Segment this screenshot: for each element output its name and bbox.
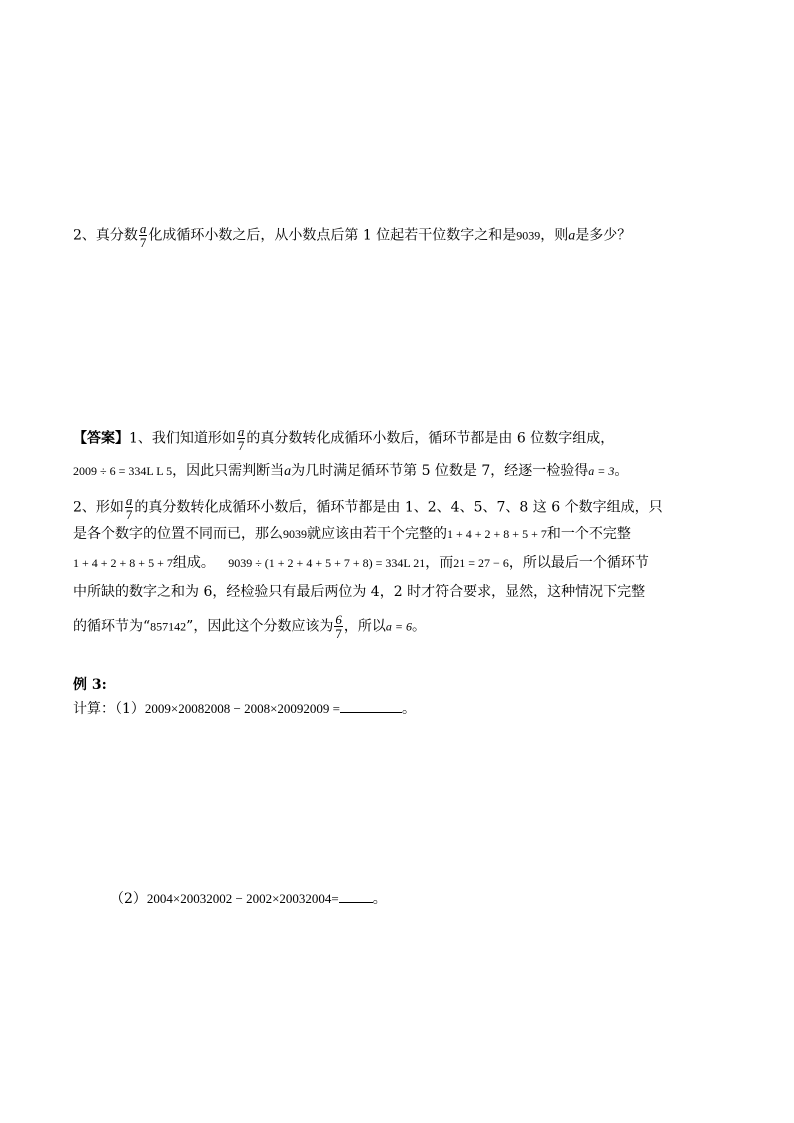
division-formula: 2009 ÷ 6 = 334L L 5 — [73, 464, 173, 478]
answer-line-5: 1 + 4 + 2 + 8 + 5 + 7组成。 9039 ÷ (1 + 2 + 4 + 5 + 7 + 8) = 334L 21，而21 = 27 − 6，所以最后一个循环节 — [73, 555, 649, 571]
example-part-1: 计算：（1）2009×20082008 − 2008×20092009 = 。 — [73, 698, 416, 719]
question-2: 2、真分数 $\frac{a}{7}$ 化成循环小数之后，从小数点后第 1 位起若干位数字之和是9039，则a是多少？ — [73, 221, 632, 250]
answer-line-1: 【答案】1、我们知道形如 $\frac{a}{7}$ 的真分数转化成循环小数后，循环节都是由 6 位数字组成， — [73, 424, 615, 453]
q2-text-1: 2、真分数 — [73, 227, 138, 244]
answer-line-4: 是各个数字的位置不同而已，那么9039就应该由若干个完整的1 + 4 + 2 + 8 + 5 + 7和一个不完整 — [73, 526, 631, 542]
answer-fraction-1: $\frac{a}{7}$ — [237, 424, 245, 453]
q2-fraction: $\frac{a}{7}$ — [139, 221, 147, 250]
answer-blank-2 — [339, 888, 373, 903]
answer-line-3: 2、形如 $\frac{a}{7}$ 的真分数转化成循环小数后，循环节都是由 1、2、4、5、7、8 这 6 个数字组成，只 — [73, 493, 663, 522]
answer-line-7: 的循环节为“857142”，因此这个分数应该为 $\frac{6}{7}$ ，所以a = 6。 — [73, 612, 426, 641]
answer-fraction-2: $\frac{a}{7}$ — [125, 493, 133, 522]
example-title: 例 3: — [73, 677, 107, 693]
answer-blank-1 — [340, 698, 402, 713]
answer-label: 【答案】 — [73, 430, 129, 447]
answer-fraction-3: $\frac{6}{7}$ — [335, 612, 342, 641]
example-part-2: （2）2004×20032002 − 2002×20032004= 。 — [110, 888, 387, 909]
answer-line-6: 中所缺的数字之和为 6，经检验只有最后两位为 4，2 时才符合要求，显然，这种情况下完整 — [73, 584, 646, 600]
answer-line-2: 2009 ÷ 6 = 334L L 5，因此只需判断当a为几时满足循环节第 5 位数是 7，经逐一检验得a = 3。 — [73, 463, 629, 479]
